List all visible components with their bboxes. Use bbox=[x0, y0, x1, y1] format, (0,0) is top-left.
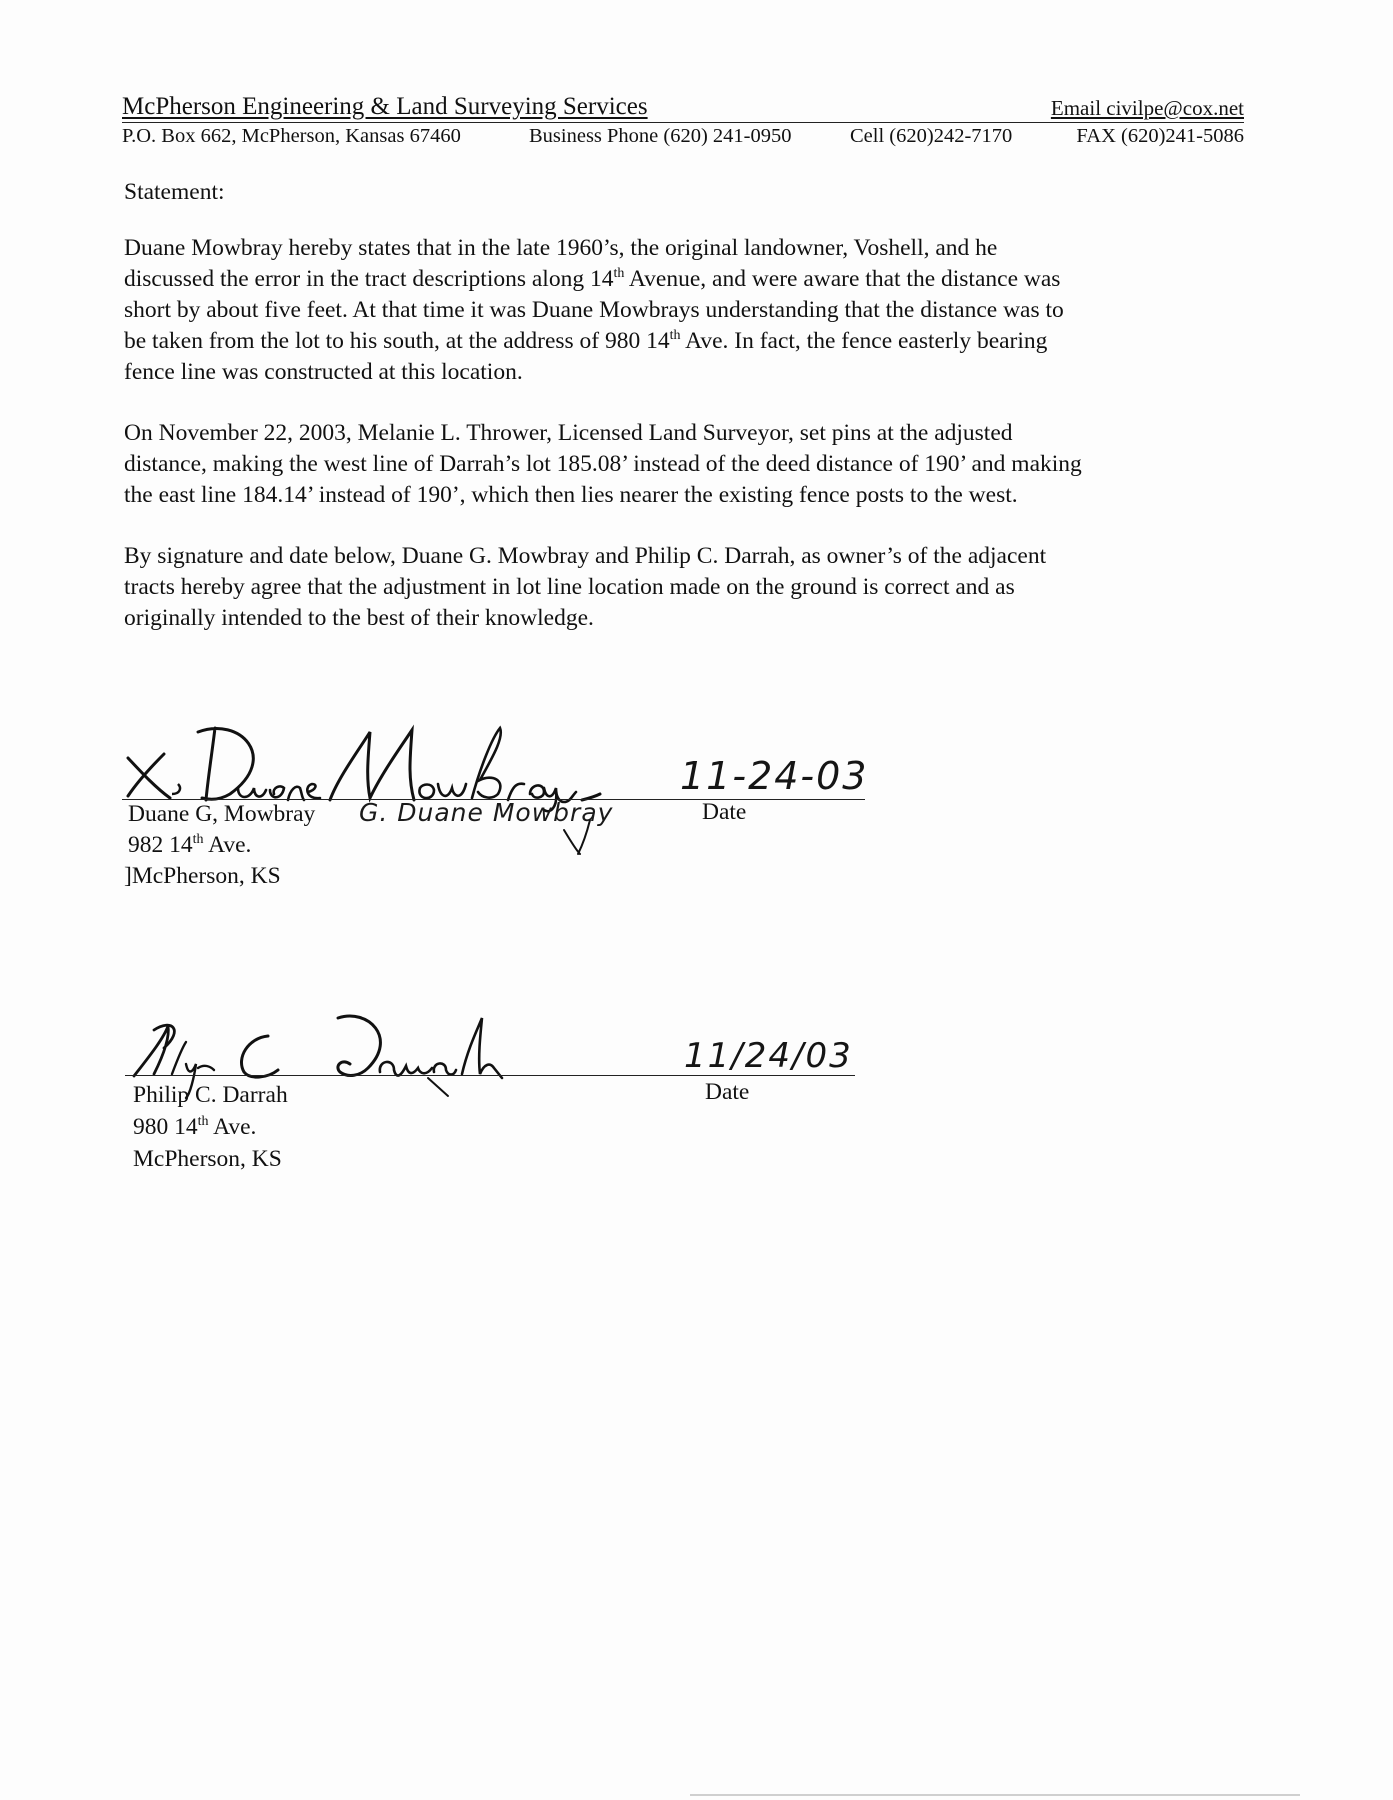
letterhead-top-row bbox=[122, 92, 1244, 123]
email-address: Email civilpe@cox.net bbox=[1050, 96, 1244, 120]
paragraph-line bbox=[124, 264, 1254, 295]
text-run: Ave. In fact, the fence easterly bearing bbox=[680, 328, 1048, 354]
ordinal-suffix: th bbox=[613, 266, 625, 281]
mailing-address: P.O. Box 662, McPherson, Kansas 67460 bbox=[122, 125, 461, 147]
letterhead bbox=[122, 92, 1244, 149]
date-label-1: Date bbox=[702, 799, 747, 825]
paragraph-line: originally intended to the best of their knowledge. bbox=[124, 605, 594, 631]
cell-phone: Cell (620)242-7170 bbox=[850, 125, 1013, 147]
handwritten-date-1: 11-24-03 bbox=[680, 754, 869, 798]
paragraph-line: On November 22, 2003, Melanie L. Thrower, Licensed Land Surveyor, set pins at the adjusted bbox=[124, 420, 1013, 446]
text-run: discussed the error in the tract descriptions along 14 bbox=[124, 266, 614, 292]
paragraph-line: Duane Mowbray hereby states that in the late 1960’s, the original landowner, Voshell, and he bbox=[124, 235, 998, 261]
pen-flourish bbox=[560, 806, 620, 856]
text-run: Avenue, and were aware that the distance was bbox=[624, 266, 1061, 292]
address-number: 982 14 bbox=[128, 832, 193, 858]
date-label-2: Date bbox=[705, 1079, 750, 1105]
text-run: be taken from the lot to his south, at the address of 980 14 bbox=[124, 328, 670, 354]
paragraph-line: By signature and date below, Duane G. Mowbray and Philip C. Darrah, as owner’s of the adjacent bbox=[124, 543, 1047, 569]
address-number: 980 14 bbox=[133, 1114, 198, 1140]
paragraph-agreement bbox=[124, 541, 1254, 634]
signer-name-1: Duane G, Mowbray bbox=[128, 801, 316, 827]
ordinal-suffix: th bbox=[192, 832, 204, 847]
paragraph-line: tracts hereby agree that the adjustment in lot line location made on the ground is correct and as bbox=[124, 574, 1015, 600]
paragraph-line: distance, making the west line of Darrah’s lot 185.08’ instead of the deed distance of 190’ and making bbox=[124, 451, 1082, 477]
address-street: Ave. bbox=[208, 1114, 257, 1140]
signer-city-2: McPherson, KS bbox=[133, 1146, 282, 1172]
company-name: McPherson Engineering & Land Surveying Services bbox=[122, 93, 648, 120]
signer-address-2 bbox=[133, 1112, 256, 1143]
letterhead-contact-row bbox=[122, 123, 1244, 149]
paragraph-line: the east line 184.14’ instead of 190’, which then lies nearer the existing fence posts to the west. bbox=[124, 482, 1018, 508]
signer-city-1: ]McPherson, KS bbox=[124, 863, 281, 889]
signer-name-2: Philip C. Darrah bbox=[133, 1082, 288, 1108]
statement-label: Statement: bbox=[124, 179, 225, 205]
signer-address-1 bbox=[128, 830, 251, 861]
scan-edge-line bbox=[690, 1794, 1300, 1796]
signature-mowbray bbox=[120, 718, 680, 808]
handwritten-printed-name: G. Duane Mowbray bbox=[359, 798, 614, 827]
fax-number: FAX (620)241-5086 bbox=[1076, 125, 1244, 147]
paragraph-survey bbox=[124, 418, 1254, 511]
paragraph-history bbox=[124, 233, 1254, 388]
paragraph-line bbox=[124, 326, 1254, 357]
business-phone: Business Phone (620) 241-0950 bbox=[529, 125, 792, 147]
handwritten-date-2: 11/24/03 bbox=[684, 1036, 853, 1076]
paragraph-line: short by about five feet. At that time it was Duane Mowbrays understanding that the distance was to bbox=[124, 297, 1064, 323]
ordinal-suffix: th bbox=[669, 328, 681, 343]
address-street: Ave. bbox=[203, 832, 252, 858]
signature-line-2 bbox=[125, 1075, 855, 1076]
paragraph-line: fence line was constructed at this location. bbox=[124, 359, 523, 385]
ordinal-suffix: th bbox=[197, 1114, 209, 1129]
